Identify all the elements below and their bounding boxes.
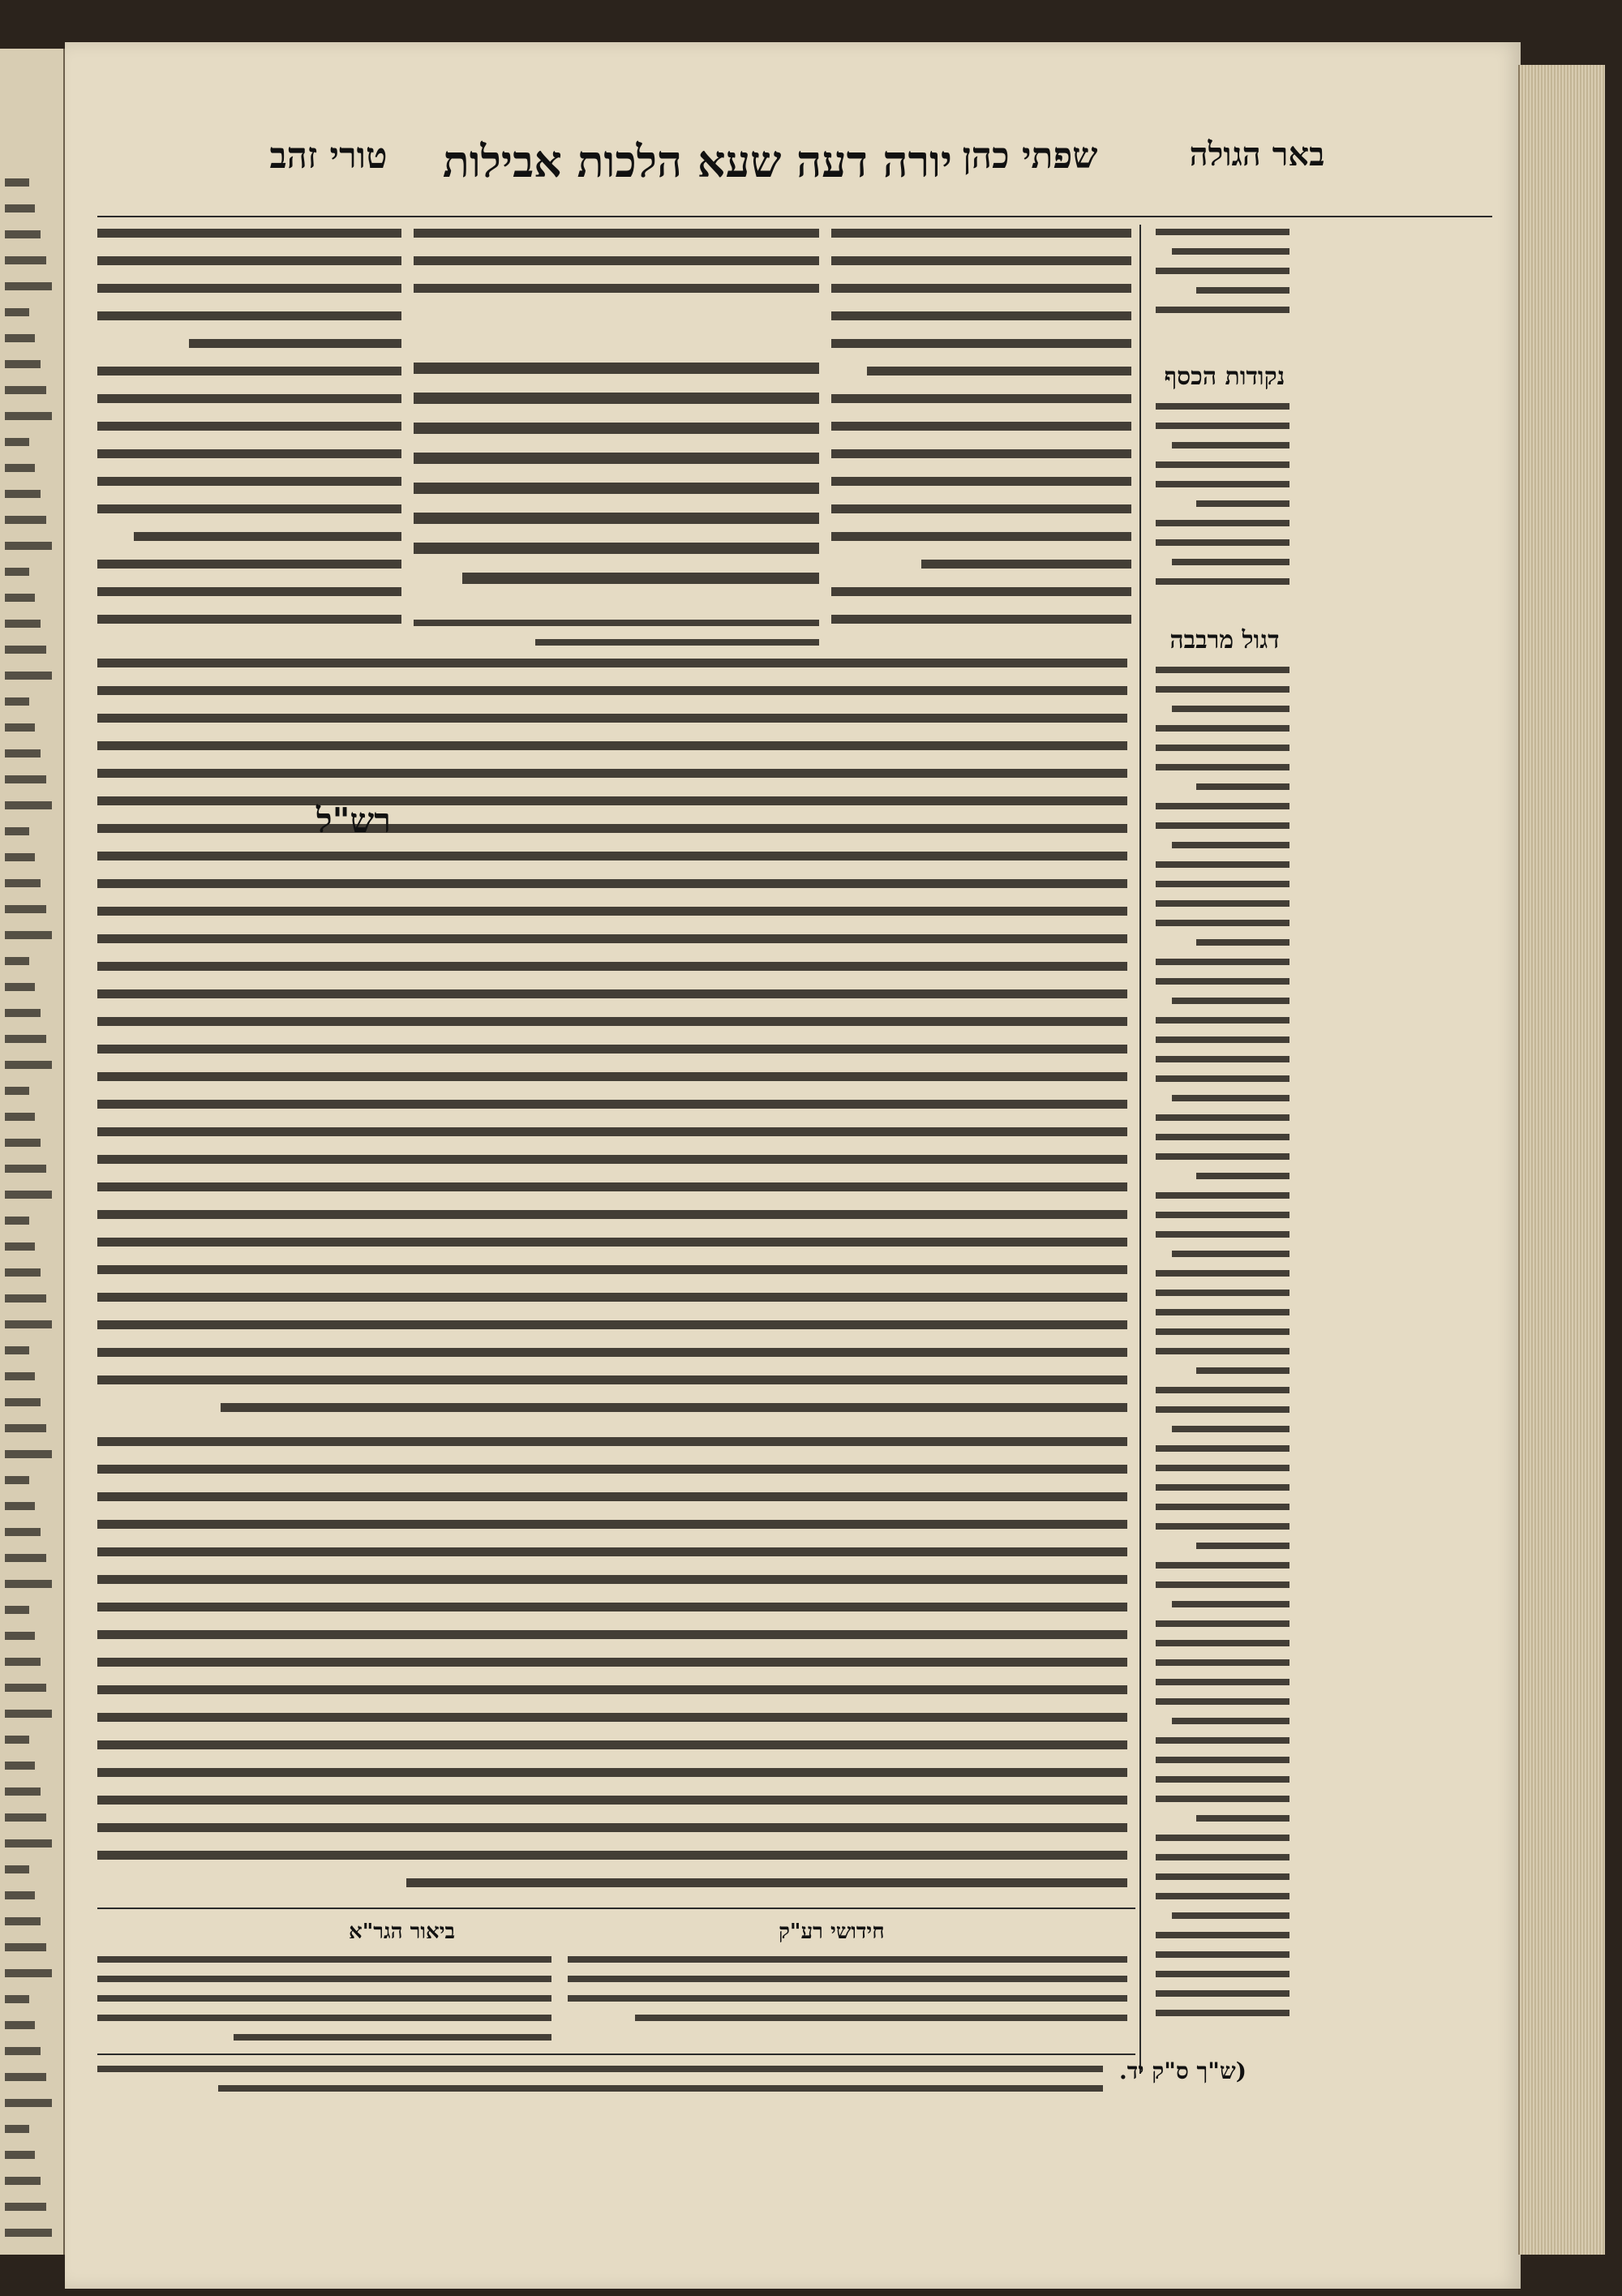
strip-text-line xyxy=(5,1580,52,1588)
hagah-gloss xyxy=(414,620,819,660)
strip-text-line xyxy=(5,1217,29,1225)
strip-text-line xyxy=(5,1139,41,1147)
strip-text-line xyxy=(5,542,52,550)
shulchan-aruch-main-text xyxy=(414,363,819,606)
strip-text-line xyxy=(5,334,35,342)
strip-text-line xyxy=(5,1242,35,1251)
strip-text-line xyxy=(5,490,41,498)
strip-text-line xyxy=(5,1658,41,1666)
book-page xyxy=(65,42,1521,2289)
strip-text-line xyxy=(5,2151,35,2159)
strip-text-line xyxy=(5,568,29,576)
strip-text-line xyxy=(5,905,46,913)
strip-text-line xyxy=(5,1450,52,1458)
page-title: יורה דעה שעא הלכות אבילות xyxy=(442,135,953,187)
nekudot-hakesef-text xyxy=(1156,403,1289,614)
shach-column-top xyxy=(831,229,1131,650)
strip-text-line xyxy=(5,723,35,732)
strip-text-line xyxy=(5,1969,52,1977)
strip-text-line xyxy=(5,178,29,187)
strip-text-line xyxy=(5,204,35,212)
strip-text-line xyxy=(5,827,29,835)
gra-notes xyxy=(97,1956,551,2054)
strip-text-line xyxy=(5,1710,52,1718)
strip-text-line xyxy=(5,2125,29,2133)
header-shach: שפתי כהן xyxy=(962,135,1098,177)
strip-text-line xyxy=(5,1813,46,1822)
strip-text-line xyxy=(5,516,46,524)
strip-text-line xyxy=(5,2099,52,2107)
strip-text-line xyxy=(5,1865,29,1873)
strip-text-line xyxy=(5,1087,29,1095)
strip-text-line xyxy=(5,230,41,238)
header-turei-zahav: טורי זהב xyxy=(269,135,388,177)
strip-text-line xyxy=(5,1891,35,1899)
header-beer-hagolah: באר הגולה xyxy=(1189,135,1325,174)
strip-text-line xyxy=(5,1346,29,1354)
strip-text-line xyxy=(5,1736,29,1744)
strip-text-line xyxy=(5,412,52,420)
strip-text-line xyxy=(5,360,41,368)
strip-text-line xyxy=(5,1554,46,1562)
strip-text-line xyxy=(5,1476,29,1484)
strip-text-line xyxy=(5,2047,41,2055)
strip-text-line xyxy=(5,594,35,602)
strip-text-line xyxy=(5,1632,35,1640)
strip-text-line xyxy=(5,1268,41,1277)
strip-text-line xyxy=(5,1839,52,1848)
strip-text-line xyxy=(5,2177,41,2185)
strip-text-line xyxy=(5,464,35,472)
strip-text-line xyxy=(5,1320,52,1328)
commentary-main-block xyxy=(97,659,1127,1429)
rashal-heading: רש"ל xyxy=(316,800,391,840)
strip-text-line xyxy=(5,1009,41,1017)
nekudot-hakesef-heading: נקודות הכסף xyxy=(1164,363,1285,391)
bottom-rule xyxy=(97,2054,1135,2055)
strip-text-line xyxy=(5,749,41,757)
dagul-merevava-text xyxy=(1156,667,1289,2029)
strip-text-line xyxy=(5,1372,35,1380)
bottom-footnote xyxy=(97,2066,1103,2114)
strip-text-line xyxy=(5,438,29,446)
rak-heading: חידושי רע"ק xyxy=(779,1920,885,1944)
strip-text-line xyxy=(5,308,29,316)
beer-hagolah-notes xyxy=(1156,229,1289,350)
strip-text-line xyxy=(5,697,29,706)
rak-notes xyxy=(568,1956,1127,2045)
taz-column-top xyxy=(97,229,401,650)
strip-text-line xyxy=(5,1191,52,1199)
strip-text-line xyxy=(5,1684,46,1692)
strip-text-line xyxy=(5,983,35,991)
strip-text-line xyxy=(5,957,29,965)
strip-text-line xyxy=(5,1943,46,1951)
strip-text-line xyxy=(5,1606,29,1614)
strip-text-line xyxy=(5,672,52,680)
dagul-merevava-heading: דגול מרבבה xyxy=(1169,626,1280,654)
strip-text-line xyxy=(5,2021,35,2029)
strip-text-line xyxy=(5,256,46,264)
strip-text-line xyxy=(5,1917,41,1925)
strip-text-line xyxy=(5,282,52,290)
strip-text-line xyxy=(5,2229,52,2237)
strip-text-line xyxy=(5,775,46,783)
strip-text-line xyxy=(5,1113,35,1121)
strip-text-line xyxy=(5,1061,52,1069)
margin-column-divider xyxy=(1139,225,1141,2074)
previous-page-edge xyxy=(0,49,65,2255)
strip-text-line xyxy=(5,2073,46,2081)
strip-text-line xyxy=(5,620,41,628)
strip-text-line xyxy=(5,1035,46,1043)
page-stack-edge xyxy=(1518,65,1605,2255)
strip-text-line xyxy=(5,1398,41,1406)
gra-heading: ביאור הגר"א xyxy=(349,1920,456,1944)
strip-text-line xyxy=(5,879,41,887)
strip-text-line xyxy=(5,386,46,394)
strip-text-line xyxy=(5,1165,46,1173)
strip-text-line xyxy=(5,1528,41,1536)
strip-text-line xyxy=(5,1502,35,1510)
strip-text-line xyxy=(5,1762,35,1770)
strip-text-line xyxy=(5,1294,46,1302)
shach-top-continuation xyxy=(414,229,819,310)
strip-text-line xyxy=(5,931,52,939)
footer-rule xyxy=(97,1908,1135,1909)
strip-text-line xyxy=(5,1787,41,1796)
header-rule xyxy=(97,216,1492,217)
strip-text-line xyxy=(5,1424,46,1432)
strip-text-line xyxy=(5,646,46,654)
strip-text-line xyxy=(5,2203,46,2211)
strip-text-line xyxy=(5,801,52,809)
strip-text-line xyxy=(5,1995,29,2003)
strip-text-line xyxy=(5,853,35,861)
commentary-lower-block xyxy=(97,1437,1127,1908)
shach-reference: (ש"ך ס"ק יד. xyxy=(1119,2058,1247,2084)
